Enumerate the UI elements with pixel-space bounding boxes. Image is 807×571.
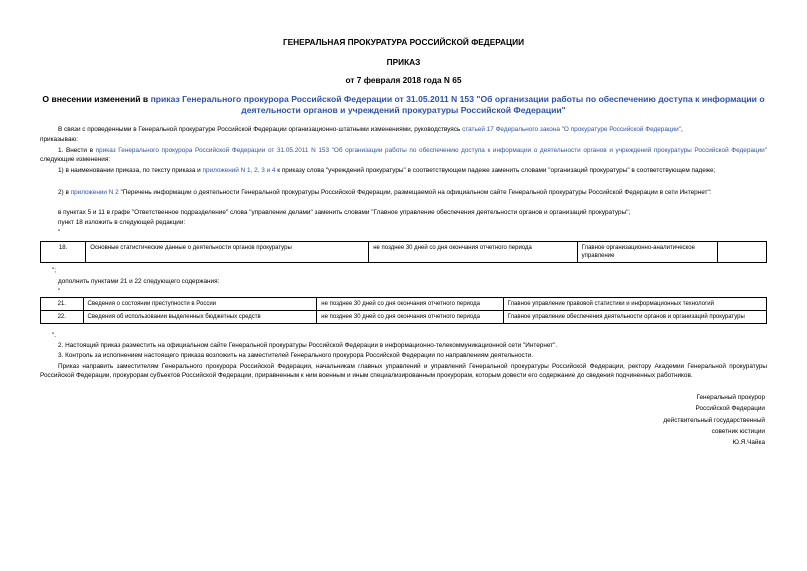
- row-info: Сведения о состоянии преступности в России: [83, 298, 317, 311]
- signature-line: Российской Федерации: [695, 405, 765, 413]
- row-number: 18.: [41, 242, 86, 263]
- item-1-text: 1. Внести в: [58, 147, 96, 154]
- distribution: Приказ направить заместителям Генерального прокурора Российской Федерации, начальникам главных управлений и управлений Генеральной прокуратуры Российской Федерации, ректору Академии Генеральной прокуратуры Российской Федерации, прокурорам субъектов Российской Федерации, приравненным к ним военным и иным специализированным прокурорам, которым довести его содержание до сведения подчиненных работников.: [40, 363, 767, 380]
- sub-item-1: [40, 166, 767, 175]
- row-term: не позднее 30 дней со дня окончания отчетного периода: [317, 298, 503, 311]
- doc-title: [40, 94, 767, 116]
- row-number: 22.: [41, 311, 84, 324]
- item-1-text-end: следующие изменения:: [40, 156, 111, 164]
- quote-close: ";: [52, 267, 57, 274]
- title-text: О внесении изменений в: [42, 94, 151, 104]
- appendices-link[interactable]: приложений N 1, 2, 3 и 4: [202, 167, 276, 174]
- signature-line: советник юстиции: [711, 427, 765, 435]
- signature-line: Генеральный прокурор: [696, 394, 765, 401]
- row-term: не позднее 30 дней со дня окончания отчетного периода: [317, 311, 503, 324]
- quote-open-2: ": [58, 288, 61, 295]
- table-row: [41, 298, 767, 311]
- row-unit: Главное управление правовой статистики и информационных технологий: [503, 298, 766, 311]
- item-3: 3. Контроль за исполнением настоящего приказа возложить на заместителей Генерального прокурора Российской Федерации по направлениям деятельности.: [58, 352, 533, 359]
- row-unit: Главное управление обеспечения деятельности органов и организаций прокуратуры: [503, 311, 766, 324]
- doc-type: ПРИКАЗ: [386, 57, 421, 67]
- doc-date-number: от 7 февраля 2018 года N 65: [345, 75, 462, 85]
- sub-item-1-text-end: к приказу слова "учреждений прокуратуры" в соответствующем падеже заменить словами "организаций прокуратуры" в соответствующем падеже;: [275, 167, 716, 174]
- row-info: Сведения об использовании выделенных бюджетных средств: [83, 311, 317, 324]
- table-row: [41, 311, 767, 324]
- order-153-link[interactable]: приказ Генерального прокурора Российской Федерации от 31.05.2011 N 153 "Об организации работы по обеспечению доступа к информации о деятельности органов и учреждений прокуратуры Российской Федерации": [95, 147, 768, 154]
- sub-item-2b: пункт 18 изложить в следующей редакции:: [58, 219, 186, 226]
- table-items-21-22: [40, 297, 767, 324]
- row-unit: Главное организационно-аналитическое управление: [577, 242, 717, 263]
- row-term: не позднее 30 дней со дня окончания отчетного периода: [369, 242, 577, 263]
- preamble: [40, 125, 767, 134]
- sub-item-2-text: 2) в: [58, 189, 71, 196]
- table-item-18: [40, 241, 767, 263]
- sub-item-2-text-end: "Перечень информации о деятельности Генеральной прокуратуры Российской Федерации, размещаемой на официальном сайте Генеральной прокуратуры Российской Федерации в сети Интернет":: [118, 189, 712, 196]
- preamble-text: В связи с проведенными в Генеральной прокуратуре Российской Федерации организационно-штатными изменениями, руководствуясь: [58, 126, 463, 133]
- row-empty: [717, 242, 766, 263]
- item-1: [40, 146, 767, 165]
- signature-name: Ю.Я.Чайка: [732, 439, 765, 447]
- add-items-text: дополнить пунктами 21 и 22 следующего содержания:: [58, 278, 220, 285]
- preamble-text-end: ,: [680, 126, 683, 133]
- sub-item-2: [40, 188, 767, 197]
- sub-item-1-text: 1) в наименовании приказа, по тексту приказа и: [58, 167, 203, 174]
- law-link[interactable]: статьей 17 Федерального закона "О прокуратуре Российской Федерации": [462, 126, 681, 133]
- appendix-2-link[interactable]: приложении N 2: [70, 189, 119, 196]
- org-name: ГЕНЕРАЛЬНАЯ ПРОКУРАТУРА РОССИЙСКОЙ ФЕДЕРАЦИИ: [282, 37, 525, 47]
- quote-close-2: ".: [52, 332, 57, 339]
- title-link[interactable]: приказ Генерального прокурора Российской Федерации от 31.05.2011 N 153 "Об организации работы по обеспечению доступа к информации о деятельности органов и учреждений прокуратуры Российской Федерации": [150, 94, 765, 115]
- signature-line: действительный государственный: [663, 416, 765, 424]
- quote-open: ": [58, 229, 61, 236]
- table-row: [41, 242, 767, 263]
- sub-item-2a: в пунктах 5 и 11 в графе "Ответственное подразделение" слова "управление делами" заменить словами "Главное управление обеспечения деятельности органов и организаций прокуратуры";: [58, 209, 631, 216]
- item-2: 2. Настоящий приказ разместить на официальном сайте Генеральной прокуратуры Российской Федерации в информационно-телекоммуникационной сети "Интернет".: [58, 342, 558, 349]
- row-info: Основные статистические данные о деятельности органов прокуратуры: [86, 242, 369, 263]
- order-word: приказываю:: [40, 136, 78, 143]
- signature-block: [545, 392, 765, 448]
- row-number: 21.: [41, 298, 84, 311]
